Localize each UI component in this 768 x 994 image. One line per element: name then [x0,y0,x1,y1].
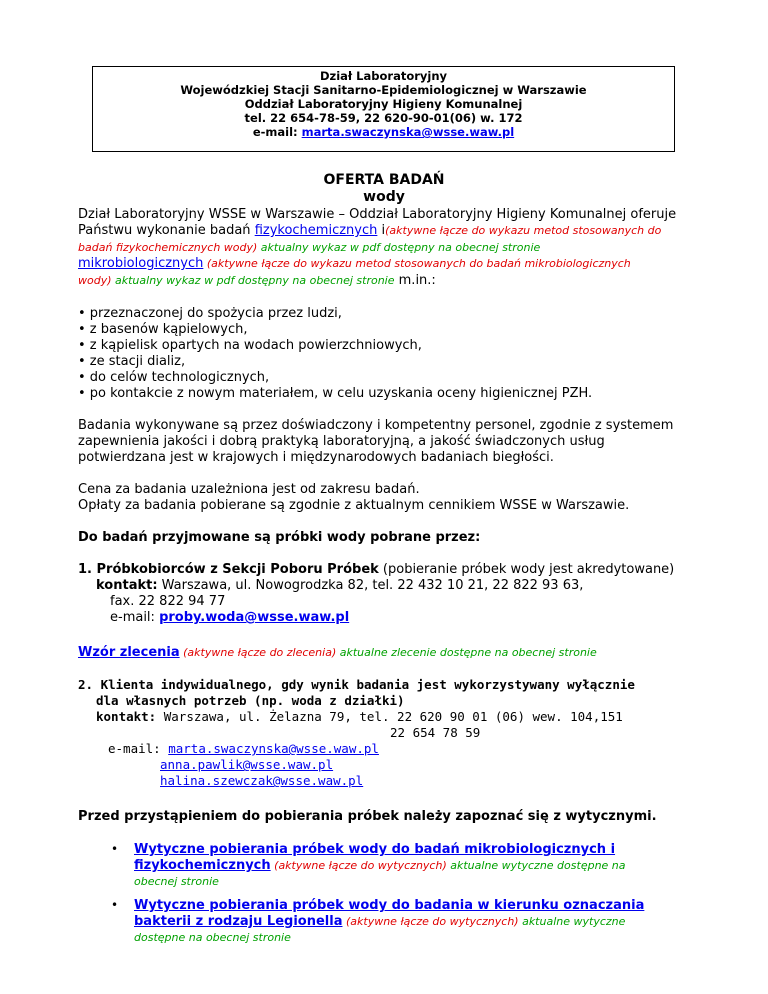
order-form-link[interactable]: Wzór zlecenia [78,645,180,660]
microbio-current: aktualny wykaz w pdf dostępny na obecnej stronie [111,274,395,287]
intro-text: Państwu wykonanie badań [78,223,255,238]
guideline2-l3 [134,930,764,946]
guidelines-heading: Przed przystąpieniem do pobierania próbek należy zapoznać się z wytycznymi. [78,809,657,824]
samples-heading: Do badań przyjmowane są próbki wody pobrane przez: [78,530,481,545]
guideline1-l3 [134,874,764,890]
guideline2-link[interactable]: Wytyczne pobierania próbek wody do badania w kierunku oznaczania [134,898,645,913]
item2-email-link[interactable]: halina.szewczak@wsse.waw.pl [160,773,364,788]
header-station: Wojewódzkiej Stacji Sanitarno-Epidemiologicznej w Warszawie [180,83,587,97]
header-division: Oddział Laboratoryjny Higieny Komunalnej [244,97,523,111]
page-title: OFERTA BADAŃ [323,172,445,188]
guideline1-current-cont: obecnej stronie [134,875,219,888]
guideline1-note: (aktywne łącze do wytycznych) [270,859,447,872]
item2-line-1: 2. Klienta indywidualnego, gdy wynik badania jest wykorzystywany wyłącznie [78,677,635,692]
header-phone: tel. 22 654-78-59, 22 620-90-01(06) w. 172 [244,111,523,125]
bullet-dot-icon: • [111,842,119,856]
use-item: • z basenów kąpielowych, [78,322,248,337]
page-subtitle: wody [363,189,405,205]
header-email-label: e-mail: [252,125,302,139]
item1-email-line [110,610,740,626]
use-item: • przeznaczonej do spożycia przez ludzi, [78,306,342,321]
order-current: aktualne zlecenie dostępne na obecnej stronie [336,646,597,659]
item2-contact-text: Warszawa, ul. Żelazna 79, tel. 22 620 90 01 (06) wew. 104,151 [156,709,623,724]
guideline2-note: (aktywne łącze do wytycznych) [342,915,519,928]
item2-phone2: 22 654 78 59 [390,725,481,740]
item2-email-2 [160,757,768,773]
item2-contact-label: kontakt: [96,709,157,724]
guideline2-current: aktualne wytyczne [518,915,626,928]
microbio-link[interactable]: mikrobiologicznych [78,256,204,271]
intro-and: i [377,223,386,238]
price-line: Opłaty za badania pobierane są zgodnie z aktualnym cennikiem WSSE w Warszawie. [78,498,630,513]
physchem-note-cont: badań fizykochemicznych wody) [78,241,258,254]
use-item: • do celów technologicznych, [78,370,270,385]
use-item: • po kontakcie z nowym materiałem, w celu uzyskania oceny higienicznej PZH. [78,386,593,401]
item2-line-2: dla własnych potrzeb (np. woda z działki) [96,693,405,708]
use-item: • z kąpielisk opartych na wodach powierzchniowych, [78,338,422,353]
header-email-line [93,125,674,139]
item1-fax: fax. 22 822 94 77 [110,594,226,609]
header-dept: Dział Laboratoryjny [319,69,448,83]
item2-email-label: e-mail: [108,741,169,756]
quality-line: Badania wykonywane są przez doświadczony i kompetentny personel, zgodnie z systemem [78,418,674,433]
item1-normal: (pobieranie próbek wody jest akredytowane) [378,562,675,577]
quality-line: potwierdzana jest w krajowych i międzynarodowych badaniach biegłości. [78,450,554,465]
item1-contact-label: kontakt: [96,578,158,593]
intro-line-1: Dział Laboratoryjny WSSE w Warszawie – Oddział Laboratoryjny Higieny Komunalnej oferuje [78,207,677,222]
item2-email-link[interactable]: anna.pawlik@wsse.waw.pl [160,757,334,772]
guideline1-current: aktualne wytyczne dostępne na [446,859,626,872]
intro-line-4 [78,256,708,272]
guideline1-l1 [134,842,764,858]
bullet-dot-icon: • [111,898,119,912]
intro-line-3 [78,240,708,256]
item1-email-link[interactable]: proby.woda@wsse.waw.pl [159,610,350,625]
guideline2-l1 [134,898,764,914]
intro-tail: m.in.: [394,273,436,288]
use-item: • ze stacji dializ, [78,354,186,369]
intro-line-2 [78,223,708,239]
microbio-note-cont: wody) [78,274,112,287]
guideline1-link-cont[interactable]: fizykochemicznych [134,858,271,873]
physchem-current: aktualny wykaz w pdf dostępny na obecnej stronie [257,241,541,254]
guideline1-link[interactable]: Wytyczne pobierania próbek wody do badań mikrobiologicznych i [134,842,616,857]
order-line [78,645,708,661]
header-email-link[interactable]: marta.swaczynska@wsse.waw.pl [301,125,515,139]
guideline2-current-cont: dostępne na obecnej stronie [134,931,291,944]
item1-contact-text: Warszawa, ul. Nowogrodzka 82, tel. 22 432 10 21, 22 822 93 63, [157,578,584,593]
intro-line-5 [78,273,708,289]
item2-email-line [108,741,738,757]
physchem-note: (aktywne łącze do wykazu metod stosowanych do [385,224,662,237]
price-line: Cena za badania uzależniona jest od zakresu badań. [78,482,420,497]
item2-contact [96,709,726,725]
item1-contact [96,578,726,594]
item2-email-3 [160,773,768,789]
guideline2-l2 [134,914,764,930]
item1-email-label: e-mail: [110,610,160,625]
order-note: (aktywne łącze do zlecenia) [179,646,337,659]
item2-email-link[interactable]: marta.swaczynska@wsse.waw.pl [168,741,379,756]
guideline1-l2 [134,858,764,874]
header-box [92,66,675,152]
microbio-note: (aktywne łącze do wykazu metod stosowanych do badań mikrobiologicznych [203,257,631,270]
item1-title [78,562,708,578]
item1-bold: 1. Próbkobiorców z Sekcji Poboru Próbek [78,562,379,577]
guideline2-link-cont[interactable]: bakterii z rodzaju Legionella [134,914,343,929]
physchem-link[interactable]: fizykochemicznych [254,223,378,238]
quality-line: zapewnienia jakości i dobrą praktyką laboratoryjną, a jakość świadczonych usług [78,434,605,449]
